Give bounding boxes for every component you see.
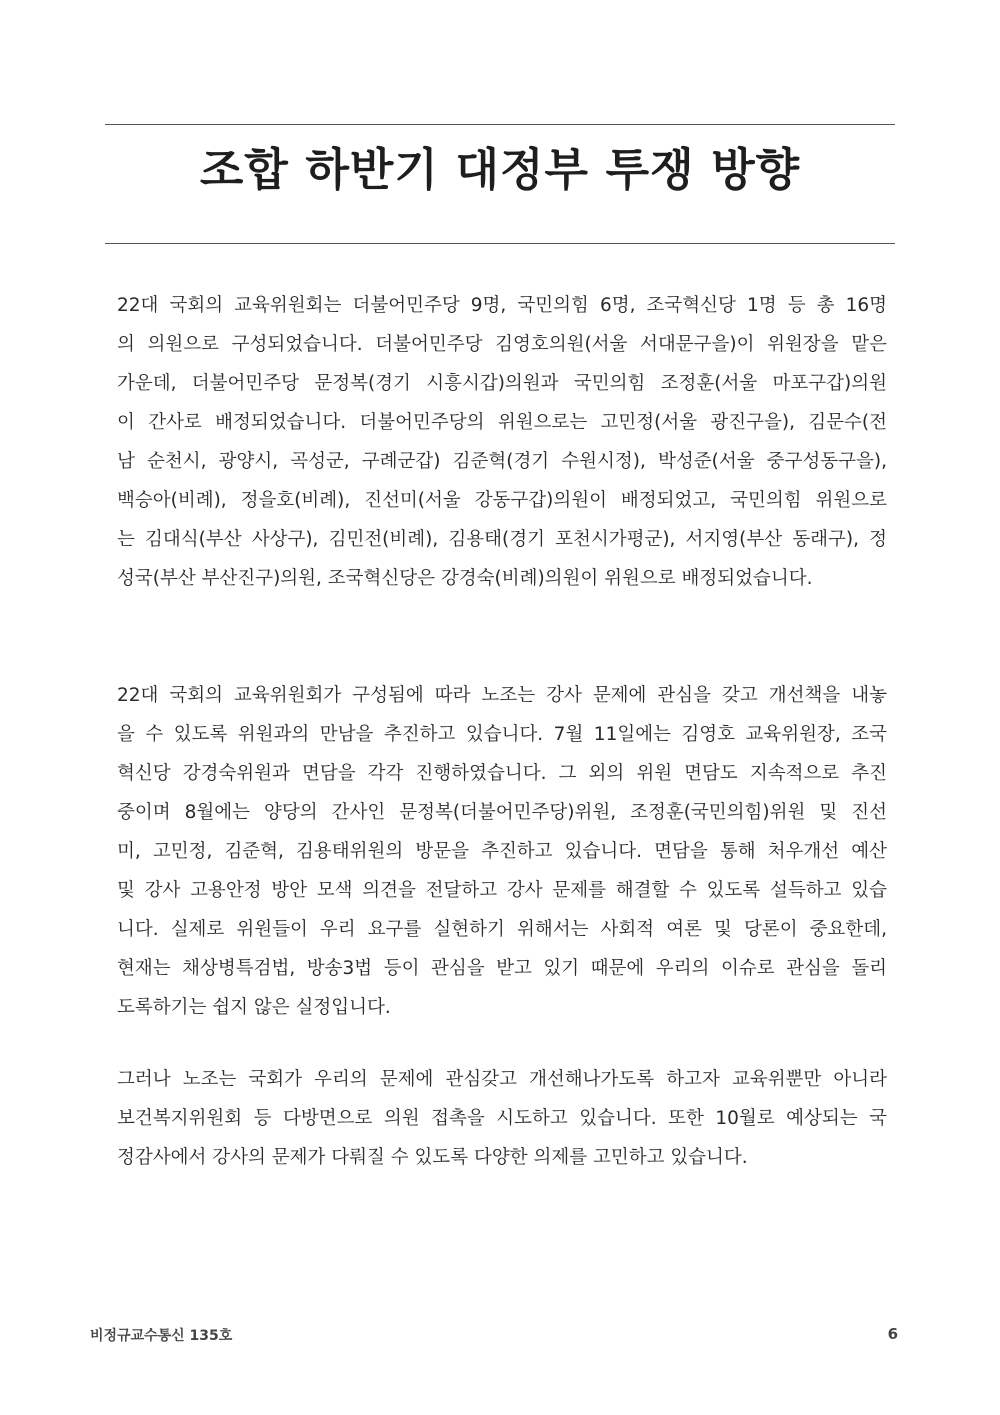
paragraph-line: 미, 고민정, 김준혁, 김용태위원의 방문을 추진하고 있습니다. 면담을 통해 처우개선 예산 bbox=[117, 841, 887, 862]
paragraph-line: 이 간사로 배정되었습니다. 더불어민주당의 위원으로는 고민정(서울 광진구을), 김문수(전 bbox=[117, 412, 887, 433]
page-title: 조합 하반기 대정부 투쟁 방향 bbox=[199, 143, 801, 196]
paragraph-line: 그러나 노조는 국회가 우리의 문제에 관심갖고 개선해나가도록 하고자 교육위뿐만 아니라 bbox=[117, 1069, 887, 1090]
paragraph-line: 및 강사 고용안정 방안 모색 의견을 전달하고 강사 문제를 해결할 수 있도록 설득하고 있습 bbox=[117, 880, 887, 901]
paragraph-3 bbox=[117, 1060, 887, 1177]
paragraph-line: 도록하기는 쉽지 않은 실정입니다. bbox=[117, 997, 391, 1018]
paragraph-line: 정감사에서 강사의 문제가 다뤄질 수 있도록 다양한 의제를 고민하고 있습니다. bbox=[117, 1147, 748, 1168]
paragraph-line: 22대 국회의 교육위원회는 더불어민주당 9명, 국민의힘 6명, 조국혁신당 1명 등 총 16명 bbox=[117, 295, 887, 316]
publication-name: 비정규교수통신 135호 bbox=[90, 1328, 233, 1344]
title-divider bbox=[105, 243, 895, 244]
paragraph-line: 보건복지위원회 등 다방면으로 의원 접촉을 시도하고 있습니다. 또한 10월로 예상되는 국 bbox=[117, 1108, 887, 1129]
paragraph-2 bbox=[117, 676, 887, 1027]
paragraph-line: 백승아(비례), 정을호(비례), 진선미(서울 강동구갑)의원이 배정되었고, 국민의힘 위원으로 bbox=[117, 490, 887, 511]
paragraph-line: 성국(부산 부산진구)의원, 조국혁신당은 강경숙(비례)의원이 위원으로 배정되었습니다. bbox=[117, 568, 813, 589]
paragraph-line: 가운데, 더불어민주당 문정복(경기 시흥시갑)의원과 국민의힘 조정훈(서울 마포구갑)의원 bbox=[117, 373, 887, 394]
paragraph-line: 는 김대식(부산 사상구), 김민전(비례), 김용태(경기 포천시가평군), 서지영(부산 동래구), 정 bbox=[117, 529, 887, 550]
paragraph-line: 중이며 8월에는 양당의 간사인 문정복(더불어민주당)위원, 조정훈(국민의힘)위원 및 진선 bbox=[117, 802, 887, 823]
paragraph-line: 남 순천시, 광양시, 곡성군, 구례군갑) 김준혁(경기 수원시정), 박성준(서울 중구성동구을), bbox=[117, 451, 887, 472]
top-divider bbox=[105, 124, 895, 125]
paragraph-line: 현재는 채상병특검법, 방송3법 등이 관심을 받고 있기 때문에 우리의 이슈로 관심을 돌리 bbox=[117, 958, 887, 979]
paragraph-line: 니다. 실제로 위원들이 우리 요구를 실현하기 위해서는 사회적 여론 및 당론이 중요한데, bbox=[117, 919, 887, 940]
paragraph-1 bbox=[117, 286, 887, 598]
page-number: 6 bbox=[887, 1325, 898, 1343]
paragraph-line: 의 의원으로 구성되었습니다. 더불어민주당 김영호의원(서울 서대문구을)이 위원장을 맡은 bbox=[117, 334, 887, 355]
paragraph-line: 22대 국회의 교육위원회가 구성됨에 따라 노조는 강사 문제에 관심을 갖고 개선책을 내놓 bbox=[117, 685, 887, 706]
paragraph-line: 을 수 있도록 위원과의 만남을 추진하고 있습니다. 7월 11일에는 김영호 교육위원장, 조국 bbox=[117, 724, 887, 745]
paragraph-line: 혁신당 강경숙위원과 면담을 각각 진행하였습니다. 그 외의 위원 면담도 지속적으로 추진 bbox=[117, 763, 887, 784]
